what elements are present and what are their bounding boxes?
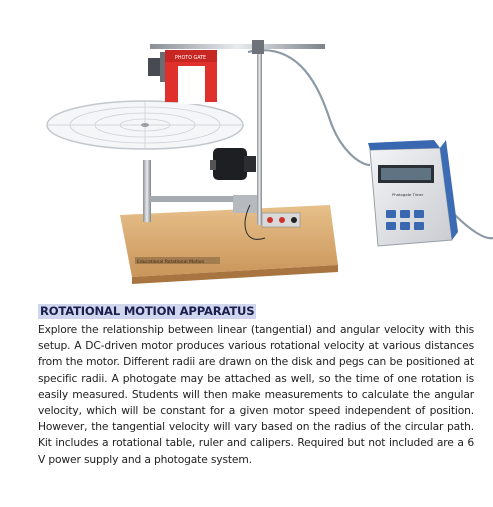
photogate-timer [368,140,458,246]
support-arm [150,196,240,202]
vertical-stand-rod [257,50,262,225]
base-label: Educational Rotational Motion [137,260,205,265]
product-title: ROTATIONAL MOTION APPARATUS [40,304,255,318]
timer-label: Photogate Timer [392,192,424,197]
wooden-base [120,205,338,284]
terminal-block [262,213,300,227]
photogate [148,50,217,104]
timer-cable [455,215,493,238]
horizontal-rod [150,44,325,49]
photogate-cable [248,50,370,165]
rotating-disk [47,101,243,149]
support-post [143,160,151,222]
product-description: Explore the relationship between linear (tangential) and angular velocity with this setup. A DC-driven motor produces various rotational velocity at various distances from the motor. Different radii are drawn on the disk and pegs can be positioned at specific radii. A photogate may be attached as well, so the time of one rotation is easily measured. Students will then make measurements to calculate the angular velocity, which will be constant for a given motor speed independent of position. However, the tangential velocity will vary based on the radius of the circular path. Kit includes a rotational table, ruler and calipers. Required but not included are a 6 V power supply and a photogate system. [38,323,474,466]
photogate-label: PHOTO GATE [175,56,207,61]
dc-motor [210,148,256,180]
